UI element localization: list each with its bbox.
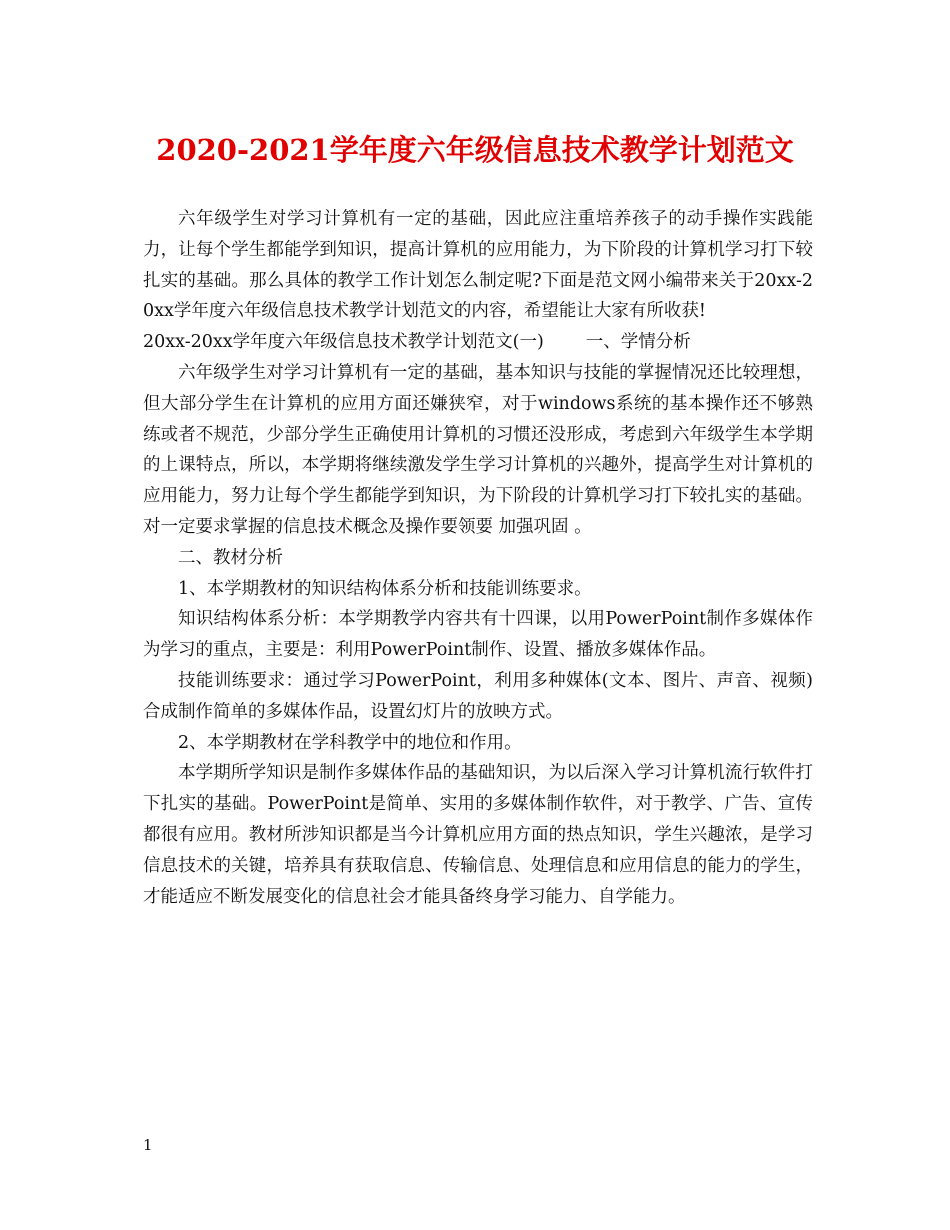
skill-training-paragraph: 技能训练要求：通过学习PowerPoint，利用多种媒体(文本、图片、声音、视频)合成制作简单的多媒体作品，设置幻灯片的放映方式。: [143, 670, 813, 722]
material-role-paragraph: 本学期所学知识是制作多媒体作品的基础知识，为以后深入学习计算机流行软件打下扎实的基础。PowerPoint是简单、实用的多媒体制作软件，对于教学、广告、宣传都很有应用。教材所涉知识都是当今计算机应用方面的热点知识，学生兴趣浓，是学习信息技术的关键，培养具有获取信息、传输信息、处理信息和应用信息的能力的学生，才能适应不断发展变化的信息社会才能具备终身学习能力、自学能力。: [143, 763, 813, 907]
intro-paragraph: 六年级学生对学习计算机有一定的基础，因此应注重培养孩子的动手操作实践能力，让每个学生都能学到知识，提高计算机的应用能力，为下阶段的计算机学习打下较扎实的基础。那么具体的教学工作计划怎么制定呢?下面是范文网小编带来关于20xx-20xx学年度六年级信息技术教学计划范文的内容，希望能让大家有所收获!: [143, 209, 813, 322]
knowledge-structure-paragraph: 知识结构体系分析：本学期教学内容共有十四课，以用PowerPoint制作多媒体作为学习的重点，主要是：利用PowerPoint制作、设置、播放多媒体作品。: [143, 609, 813, 661]
document-title: 2020-2021学年度六年级信息技术教学计划范文: [156, 133, 794, 167]
section-title: 20xx-20xx学年度六年级信息技术教学计划范文(一): [143, 332, 544, 353]
item-one-heading: 1、本学期教材的知识结构体系分析和技能训练要求。: [178, 578, 592, 599]
student-analysis-paragraph: 六年级学生对学习计算机有一定的基础，基本知识与技能的掌握情况还比较理想，但大部分学生在计算机的应用方面还嫌狭窄，对于windows系统的基本操作还不够熟练或者不规范，少部分学生正确使用计算机的习惯还没形成，考虑到六年级学生本学期的上课特点，所以，本学期将继续激发学生学习计算机的兴趣外，提高学生对计算机的应用能力，努力让每个学生都能学到知识，为下阶段的计算机学习打下较扎实的基础。对一定要求掌握的信息技术概念及操作要领要 加强巩固 。: [143, 362, 813, 537]
section-one-heading: 一、学情分析: [585, 332, 691, 353]
section-title-line: [143, 327, 813, 358]
section-two-heading: 二、教材分析: [178, 547, 283, 568]
page-number: 1: [143, 1136, 153, 1154]
document-body: [143, 204, 813, 912]
item-two-heading: 2、本学期教材在学科教学中的地位和作用。: [178, 732, 522, 753]
